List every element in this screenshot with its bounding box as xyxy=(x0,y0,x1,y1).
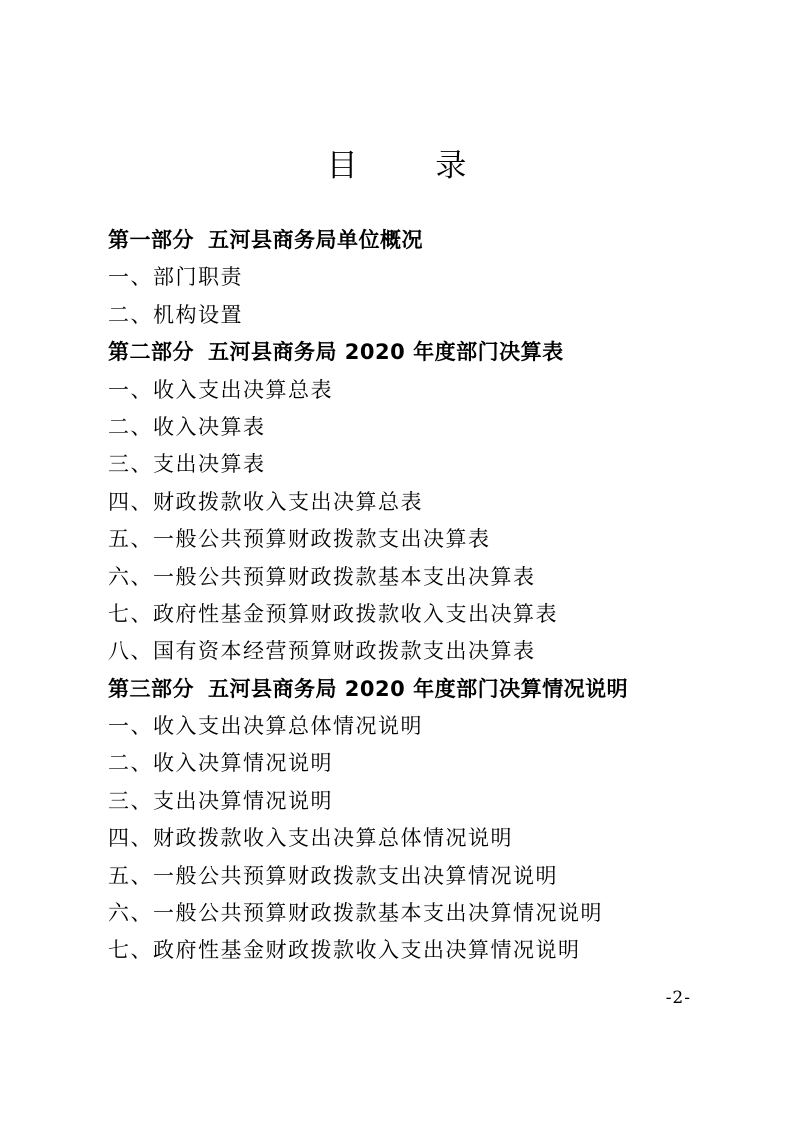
toc-part-3[interactable] xyxy=(108,671,728,708)
part-label: 第一部分 xyxy=(108,228,194,252)
toc-item[interactable]: 五、一般公共预算财政拨款支出决算情况说明 xyxy=(108,863,558,888)
toc-part-2[interactable] xyxy=(108,334,728,371)
toc-item[interactable]: 六、一般公共预算财政拨款基本支出决算情况说明 xyxy=(108,901,603,926)
part-title: 五河县商务局 2020 年度部门决算情况说明 xyxy=(208,676,629,701)
toc-item[interactable]: 七、政府性基金预算财政拨款收入支出决算表 xyxy=(108,601,558,626)
toc-part-1[interactable] xyxy=(108,222,728,259)
toc-item[interactable]: 五、一般公共预算财政拨款支出决算表 xyxy=(108,527,491,552)
toc-item[interactable]: 三、支出决算表 xyxy=(108,452,266,477)
toc-item[interactable]: 三、支出决算情况说明 xyxy=(108,788,333,813)
page-title: 目 录 xyxy=(326,148,501,184)
part-label: 第三部分 xyxy=(108,676,194,701)
part-title: 五河县商务局 2020 年度部门决算表 xyxy=(208,340,564,365)
toc-item[interactable]: 四、财政拨款收入支出决算总体情况说明 xyxy=(108,826,513,851)
page-number: -2- xyxy=(665,988,691,1008)
toc-item[interactable]: 六、一般公共预算财政拨款基本支出决算表 xyxy=(108,564,536,589)
toc-item[interactable]: 一、部门职责 xyxy=(108,265,243,290)
toc-item[interactable]: 七、政府性基金财政拨款收入支出决算情况说明 xyxy=(108,938,581,963)
toc-item[interactable]: 一、收入支出决算总表 xyxy=(108,377,333,402)
toc-item[interactable]: 四、财政拨款收入支出决算总表 xyxy=(108,489,423,514)
toc-item[interactable]: 二、收入决算情况说明 xyxy=(108,751,333,776)
toc-item[interactable]: 一、收入支出决算总体情况说明 xyxy=(108,714,423,739)
table-of-contents xyxy=(108,222,728,970)
toc-item[interactable]: 二、收入决算表 xyxy=(108,414,266,439)
toc-item[interactable]: 二、机构设置 xyxy=(108,302,243,327)
part-title: 五河县商务局单位概况 xyxy=(208,228,423,252)
part-label: 第二部分 xyxy=(108,340,194,365)
toc-item[interactable]: 八、国有资本经营预算财政拨款支出决算表 xyxy=(108,639,536,664)
